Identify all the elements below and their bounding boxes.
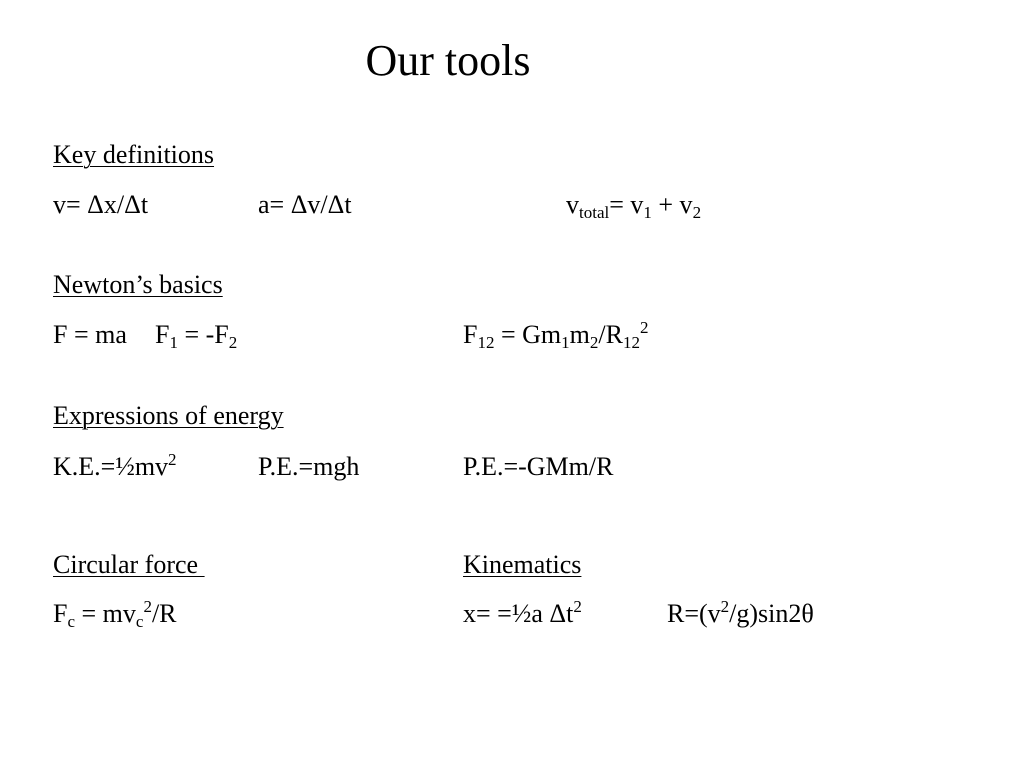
acceleration-formula: a= Δv/Δt xyxy=(258,190,352,219)
slide-title: Our tools xyxy=(365,36,531,85)
newtons-basics-heading: Newton’s basics xyxy=(53,270,223,299)
energy-heading: Expressions of energy xyxy=(53,401,284,430)
displacement-formula: x= =½a $\Delta t^2$ xyxy=(463,597,582,628)
key-definitions-heading: Key definitions xyxy=(53,140,215,169)
total-velocity-formula: $v_{total}= v_1 + v_2$ xyxy=(566,190,702,222)
gravitation-formula: $F_{12} = Gm_1m_2/R_{12}^2$ xyxy=(463,318,649,352)
circular-force-formula: $F_c = mv_c^2/R$ xyxy=(53,597,177,631)
kinematics-heading: Kinematics xyxy=(463,550,582,579)
kinetic-energy-formula: $K.E.=\frac{1}{2}mv^2$ xyxy=(53,450,177,481)
potential-energy-mgh-formula: P.E.=mgh xyxy=(258,452,360,481)
circular-force-heading: Circular force xyxy=(53,550,205,579)
velocity-formula: v= Δx/Δt xyxy=(53,190,149,219)
third-law-formula: $F_1 = -F_2$ xyxy=(155,320,238,352)
potential-energy-gravity-formula: P.E.=-GMm/R xyxy=(463,452,614,481)
second-law-formula: F = ma xyxy=(53,320,127,349)
range-formula: $R=(v^2/g)\sin 2\theta$ xyxy=(667,597,814,628)
